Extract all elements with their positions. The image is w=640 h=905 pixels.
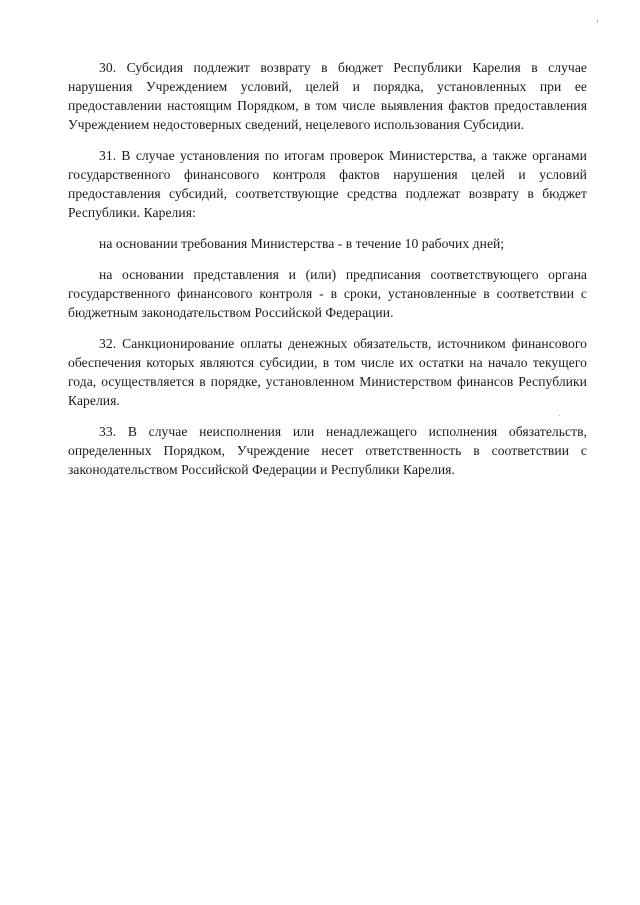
- paragraph-32: 32. Санкционирование оплаты денежных обязательств, источником финансового обеспечения которых являются субсидии, в том числе их остатки на начало текущего года, осуществляется в порядке, установленном Министерством финансов Республики Карелия.: [68, 336, 587, 408]
- paragraph-31-item-2: на основании представления и (или) предписания соответствующего органа государственного финансового контроля - в сроки, установленные в соответствии с бюджетным законодательством Российской Федерации.: [68, 267, 587, 320]
- scan-mark: [597, 20, 598, 22]
- document-body: [68, 58, 587, 491]
- paragraph-33: 33. В случае неисполнения или ненадлежащего исполнения обязательств, определенных Порядком, Учреждение несет ответственность в соответствии с законодательством Российской Федерации и Республики Карелия.: [68, 424, 587, 477]
- paragraph-31-item-1: на основании требования Министерства - в течение 10 рабочих дней;: [99, 236, 505, 251]
- paragraph-30: 30. Субсидия подлежит возврату в бюджет Республики Карелия в случае нарушения Учреждением условий, целей и порядка, установленных при ее предоставлении настоящим Порядком, в том числе выявления фактов предоставления Учреждением недостоверных сведений, нецелевого использования Субсидии.: [68, 60, 587, 132]
- paragraph-31: 31. В случае установления по итогам проверок Министерства, а также органами государственного финансового контроля фактов нарушения целей и условий предоставления субсидий, соответствующие средства подлежат возврату в бюджет Республики. Карелия:: [68, 148, 587, 220]
